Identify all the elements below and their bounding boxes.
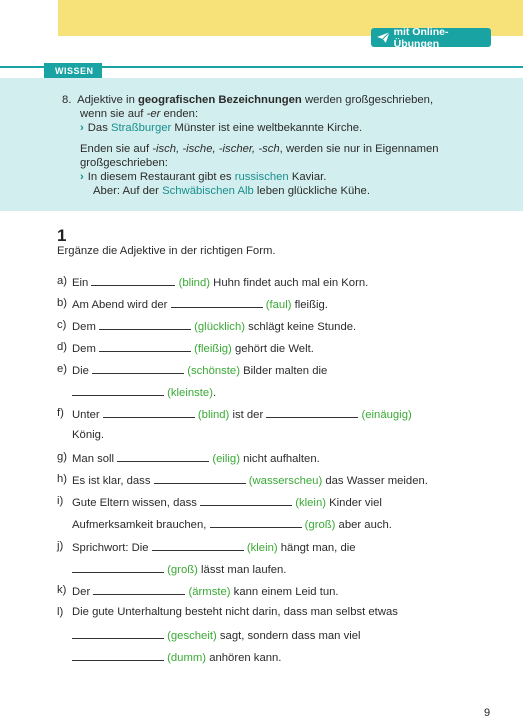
item-text — [72, 384, 216, 400]
hint-word: (fleißig) — [194, 343, 232, 355]
item-text-part: Sprichwort: Die — [72, 542, 152, 554]
hint-word: (glücklich) — [194, 321, 245, 333]
item-text-part: Unter — [72, 409, 103, 421]
answer-blank[interactable] — [99, 340, 191, 352]
example-text: Aber: Auf der — [93, 185, 163, 197]
rule-example-2 — [80, 170, 326, 184]
item-letter: c) — [57, 319, 67, 331]
item-text-part: anhören kann. — [206, 652, 282, 664]
item-text-part: Der — [72, 586, 94, 598]
hint-word: (eilig) — [212, 453, 240, 465]
item-letter: k) — [57, 584, 67, 596]
example-text: Das — [87, 122, 111, 134]
example-text: Münster ist eine weltbekannte Kirche. — [171, 122, 363, 134]
hint-word: (gescheit) — [167, 630, 217, 642]
item-letter: j) — [57, 540, 64, 552]
wissen-tab: WISSEN — [44, 63, 102, 78]
item-text-part: Gute Eltern wissen, dass — [72, 497, 201, 509]
item-text-part: kann einem Leid tun. — [230, 586, 339, 598]
answer-blank[interactable] — [93, 583, 185, 595]
item-text-part: Kinder viel — [326, 497, 382, 509]
rule-line-3 — [80, 142, 439, 156]
online-exercises-badge[interactable] — [371, 25, 491, 50]
item-text — [72, 406, 412, 422]
item-text: König. — [72, 429, 105, 441]
item-text-part: Man soll — [72, 453, 118, 465]
item-text-part: Aufmerksamkeit brauchen, — [72, 519, 210, 531]
answer-blank[interactable] — [210, 516, 302, 528]
rule-text: enden: — [160, 108, 199, 120]
hint-word: (einäugig) — [361, 409, 412, 421]
rule-keyword: geografischen Bezeichnungen — [138, 94, 302, 106]
arrow-right-icon: › — [80, 171, 84, 183]
item-text-part: Dem — [72, 321, 99, 333]
item-letter: g) — [57, 451, 68, 463]
answer-blank[interactable] — [99, 318, 191, 330]
item-text — [72, 274, 368, 290]
rule-text: werden großgeschrieben, — [301, 94, 434, 106]
item-text-part: Am Abend wird der — [72, 299, 171, 311]
item-text — [72, 649, 281, 665]
item-text-part: nicht aufhalten. — [239, 453, 320, 465]
answer-blank[interactable] — [103, 406, 195, 418]
item-letter: a) — [57, 275, 68, 287]
answer-blank[interactable] — [72, 561, 164, 573]
rule-line-4: großgeschrieben: — [80, 157, 168, 169]
item-text-part: Bilder malten die — [239, 365, 328, 377]
example-highlight: russischen — [234, 171, 289, 183]
rule-line-1 — [62, 93, 433, 107]
hint-word: (groß) — [167, 564, 198, 576]
item-text-part: Huhn findet auch mal ein Korn. — [210, 277, 369, 289]
rule-suffix: -isch, -ische, -ischer, -sch — [152, 143, 280, 155]
hint-word: (klein) — [246, 542, 278, 554]
item-text-part: hängt man, die — [277, 542, 356, 554]
rule-text: Enden sie auf — [80, 143, 153, 155]
page-number: 9 — [484, 707, 491, 719]
item-text-part: lässt man laufen. — [197, 564, 287, 576]
item-text — [72, 296, 328, 312]
item-text-part: Ein — [72, 277, 92, 289]
item-text — [72, 340, 314, 356]
paper-plane-icon — [377, 32, 390, 43]
item-text — [72, 539, 356, 555]
item-letter: b) — [57, 297, 68, 309]
exercise-number: 1 — [57, 226, 67, 245]
answer-blank[interactable] — [91, 274, 175, 286]
item-text-part: Dem — [72, 343, 99, 355]
rule-example-3 — [93, 184, 370, 198]
item-text — [72, 450, 320, 466]
item-text-part: sagt, sondern dass man viel — [216, 630, 361, 642]
item-text-part: schlägt keine Stunde. — [245, 321, 357, 333]
item-text — [72, 583, 339, 599]
arrow-right-icon: › — [80, 122, 84, 134]
hint-word: (dumm) — [167, 652, 207, 664]
item-text-part: Es ist klar, dass — [72, 475, 154, 487]
item-text — [72, 494, 382, 510]
rule-line-2 — [80, 107, 198, 121]
knowledge-box — [0, 78, 523, 211]
item-text-part: ist der — [229, 409, 267, 421]
online-exercises-label: mit Online-Übungen — [393, 25, 449, 50]
item-letter: h) — [57, 473, 68, 485]
answer-blank[interactable] — [92, 362, 184, 374]
example-highlight: Schwäbischen Alb — [162, 185, 254, 197]
exercise-instruction: Ergänze die Adjektive in der richtigen Form. — [57, 245, 276, 257]
example-text: In diesem Restaurant gibt es — [87, 171, 235, 183]
item-text-part: das Wasser meiden. — [322, 475, 428, 487]
item-letter: l) — [57, 606, 64, 618]
example-text: Kaviar. — [288, 171, 327, 183]
rule-text: Adjektive in — [77, 94, 138, 106]
item-text-part: fleißig. — [291, 299, 328, 311]
rule-text: wenn sie auf — [80, 108, 147, 120]
rule-text: , werden sie nur in Eigennamen — [279, 143, 439, 155]
item-letter: e) — [57, 363, 68, 375]
hint-word: (blind) — [197, 409, 230, 421]
item-text-part: Die — [72, 365, 93, 377]
rule-number: 8. — [62, 94, 72, 106]
rule-suffix: -er — [146, 108, 161, 120]
item-text — [72, 318, 356, 334]
hint-word: (kleinste) — [167, 387, 213, 399]
answer-blank[interactable] — [72, 627, 164, 639]
item-text — [72, 472, 428, 488]
answer-blank[interactable] — [72, 649, 164, 661]
answer-blank[interactable] — [72, 384, 164, 396]
item-text-part: . — [212, 387, 217, 399]
answer-blank[interactable] — [152, 539, 244, 551]
answer-blank[interactable] — [200, 494, 292, 506]
answer-blank[interactable] — [154, 472, 246, 484]
hint-word: (groß) — [304, 519, 336, 531]
hint-word: (faul) — [265, 299, 292, 311]
item-text — [72, 561, 286, 577]
item-text-part: aber auch. — [335, 519, 392, 531]
example-highlight: Straßburger — [111, 122, 172, 134]
hint-word: (schönste) — [187, 365, 240, 377]
item-text-part: gehört die Welt. — [231, 343, 314, 355]
answer-blank[interactable] — [171, 296, 263, 308]
answer-blank[interactable] — [117, 450, 209, 462]
item-text — [72, 516, 392, 532]
item-text — [72, 362, 327, 378]
item-letter: f) — [57, 407, 64, 419]
item-text — [72, 627, 361, 643]
hint-word: (ärmste) — [188, 586, 231, 598]
hint-word: (wasserscheu) — [248, 475, 323, 487]
hint-word: (blind) — [178, 277, 211, 289]
item-text: Die gute Unterhaltung besteht nicht darin, dass man selbst etwas — [72, 606, 398, 618]
rule-example-1 — [80, 121, 362, 135]
item-letter: i) — [57, 495, 64, 507]
item-letter: d) — [57, 341, 68, 353]
example-text: leben glückliche Kühe. — [253, 185, 370, 197]
answer-blank[interactable] — [266, 406, 358, 418]
hint-word: (klein) — [295, 497, 326, 509]
